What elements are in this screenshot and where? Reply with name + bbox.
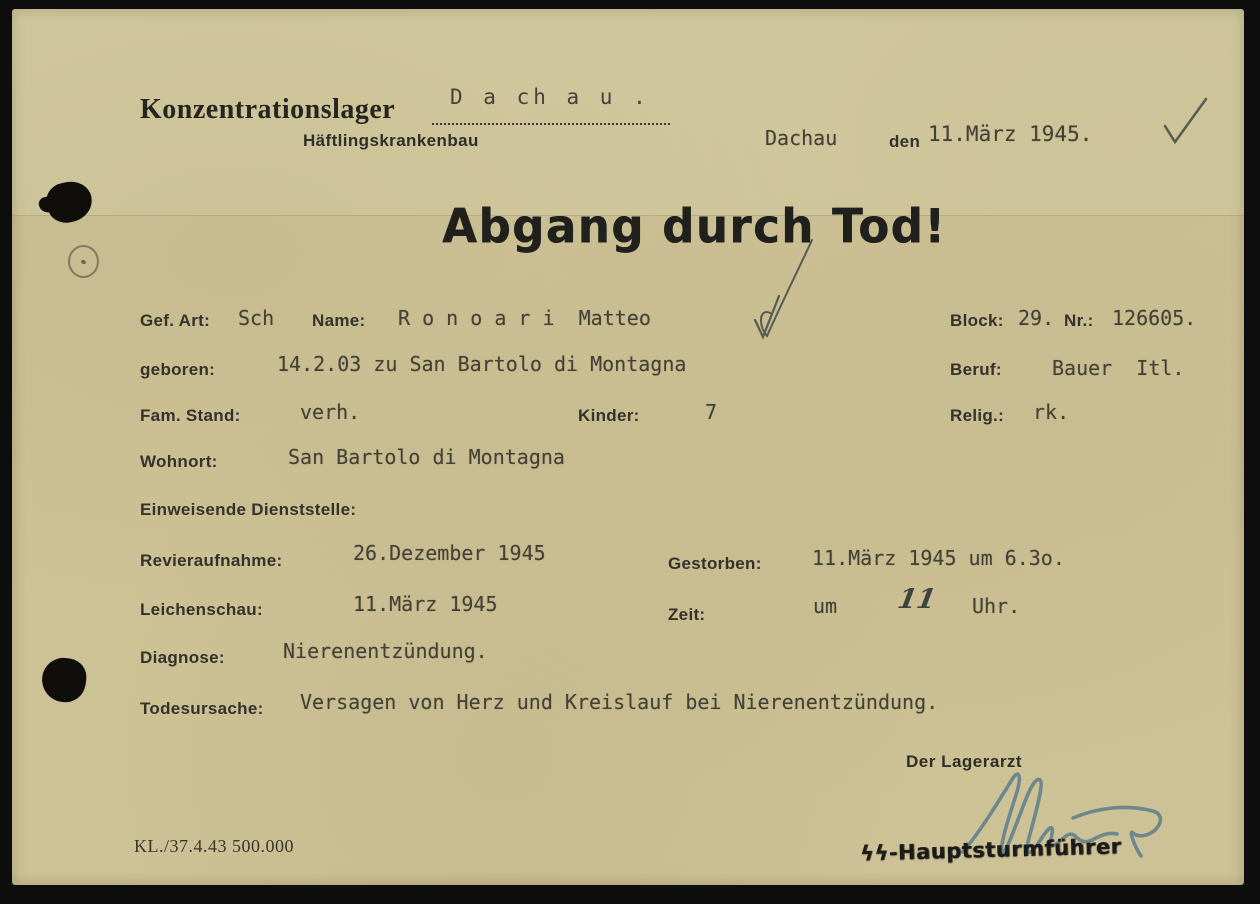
- field-value-wohnort: San Bartolo di Montagna: [288, 445, 565, 469]
- death-notice-title: Abgang durch Tod!: [442, 198, 947, 255]
- camp-subtitle: Häftlingskrankenbau: [303, 131, 479, 150]
- camp-value-typed: D a ch a u .: [450, 85, 650, 109]
- field-value-zeit-hand: 11: [895, 584, 939, 615]
- field-value-relig: rk.: [1033, 400, 1070, 424]
- field-value-gestorben: 11.März 1945 um 6.3o.: [812, 546, 1065, 570]
- field-value-leichenschau: 11.März 1945: [353, 592, 498, 616]
- field-label-geboren: geboren:: [140, 360, 216, 379]
- field-value-block: 29.: [1018, 306, 1055, 330]
- field-value-beruf: Bauer Itl.: [1052, 356, 1185, 380]
- field-value-kinder: 7: [705, 400, 718, 424]
- date-value: 11.März 1945.: [928, 122, 1093, 146]
- field-value-gef-art: Sch: [238, 306, 275, 330]
- field-label-einweisende: Einweisende Dienststelle:: [140, 500, 357, 519]
- form-code: KL./37.4.43 500.000: [134, 836, 294, 856]
- lagerarzt-label: Der Lagerarzt: [906, 752, 1023, 771]
- checkmark-icon: [752, 294, 782, 340]
- field-label-revieraufnahme: Revieraufnahme:: [140, 551, 283, 570]
- field-label-todesursache: Todesursache:: [140, 699, 264, 718]
- camp-label: Konzentrationslager: [140, 94, 396, 125]
- field-label-relig: Relig.:: [950, 406, 1005, 425]
- field-label-kinder: Kinder:: [578, 406, 640, 425]
- field-label-name: Name:: [312, 311, 366, 330]
- field-value-name: R o n o a r i Matteo: [398, 306, 651, 330]
- field-value-todesursache: Versagen von Herz und Kreislauf bei Nierenentzündung.: [300, 690, 939, 714]
- field-label-gestorben: Gestorben:: [668, 554, 762, 573]
- field-label-beruf: Beruf:: [950, 360, 1002, 379]
- circle-mark: [68, 245, 99, 278]
- field-label-wohnort: Wohnort:: [140, 452, 218, 471]
- field-value-diagnose: Nierenentzündung.: [283, 639, 488, 663]
- field-value-nr: 126605.: [1112, 306, 1197, 330]
- dotted-rule: [432, 118, 670, 125]
- field-value-zeit-um: um: [813, 594, 838, 618]
- field-label-diagnose: Diagnose:: [140, 648, 225, 667]
- field-label-nr: Nr.:: [1064, 311, 1094, 330]
- field-label-fam-stand: Fam. Stand:: [140, 406, 241, 425]
- date-place: Dachau: [765, 126, 838, 150]
- field-value-zeit-uhr: Uhr.: [972, 594, 1021, 618]
- field-value-revieraufnahme: 26.Dezember 1945: [353, 541, 546, 565]
- field-value-geboren: 14.2.03 zu San Bartolo di Montagna: [277, 352, 687, 376]
- field-label-gef-art: Gef. Art:: [140, 311, 211, 330]
- field-label-block: Block:: [950, 311, 1004, 330]
- checkmark-icon: [1162, 96, 1210, 148]
- date-den-label: den: [889, 132, 921, 151]
- field-value-fam-stand: verh.: [300, 400, 361, 424]
- field-label-leichenschau: Leichenschau:: [140, 600, 263, 619]
- stamp-rank: ϟϟ-Hauptsturmführer: [859, 834, 1122, 866]
- field-label-zeit: Zeit:: [668, 605, 706, 624]
